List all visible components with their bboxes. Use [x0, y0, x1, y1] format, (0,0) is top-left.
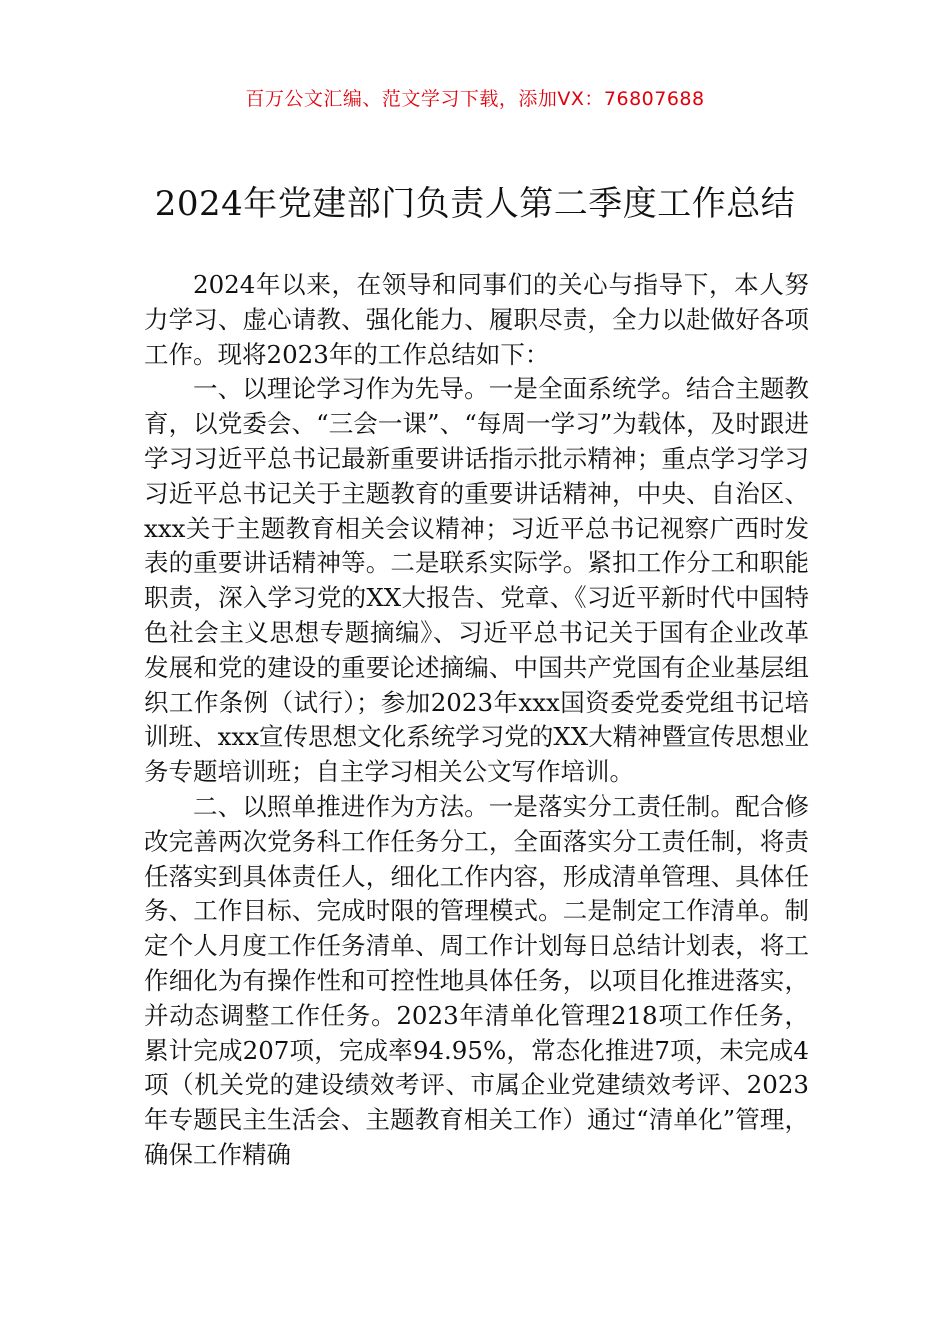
document-body	[144, 268, 809, 1173]
paragraph-intro: 2024年以来，在领导和同事们的关心与指导下，本人努力学习、虚心请教、强化能力、履职尽责，全力以赴做好各项工作。现将2023年的工作总结如下：	[144, 270, 809, 369]
document-title: 2024年党建部门负责人第二季度工作总结	[154, 184, 796, 224]
paragraph-theory-study: 一、以理论学习作为先导。一是全面系统学。结合主题教育，以党委会、“三会一课”、“每周一学习”为载体，及时跟进学习习近平总书记最新重要讲话指示批示精神；重点学习学习习近平总书记关于主题教育的重要讲话精神，中央、自治区、xxx关于主题教育相关会议精神；习近平总书记视察广西时发表的重要讲话精神等。二是联系实际学。紧扣工作分工和职能职责，深入学习党的XX大报告、党章、《习近平新时代中国特色社会主义思想专题摘编》、习近平总书记关于国有企业改革发展和党的建设的重要论述摘编、中国共产党国有企业基层组织工作条例（试行）；参加2023年xxx国资委党委党组书记培训班、xxx宣传思想文化系统学习党的XX大精神暨宣传思想业务专题培训班；自主学习相关公文写作培训。	[144, 374, 809, 787]
paragraph-checklist-method: 二、以照单推进作为方法。一是落实分工责任制。配合修改完善两次党务科工作任务分工，全面落实分工责任制，将责任落实到具体责任人，细化工作内容，形成清单管理、具体任务、工作目标、完成时限的管理模式。二是制定工作清单。制定个人月度工作任务清单、周工作计划每日总结计划表，将工作细化为有操作性和可控性地具体任务，以项目化推进落实，并动态调整工作任务。2023年清单化管理218项工作任务，累计完成207项，完成率94.95%，常态化推进7项，未完成4项（机关党的建设绩效考评、市属企业党建绩效考评、2023年专题民主生活会、主题教育相关工作）通过“清单化”管理，确保工作精确	[144, 791, 809, 1169]
download-notice: 百万公文汇编、范文学习下载，添加VX：76807688	[245, 88, 705, 110]
